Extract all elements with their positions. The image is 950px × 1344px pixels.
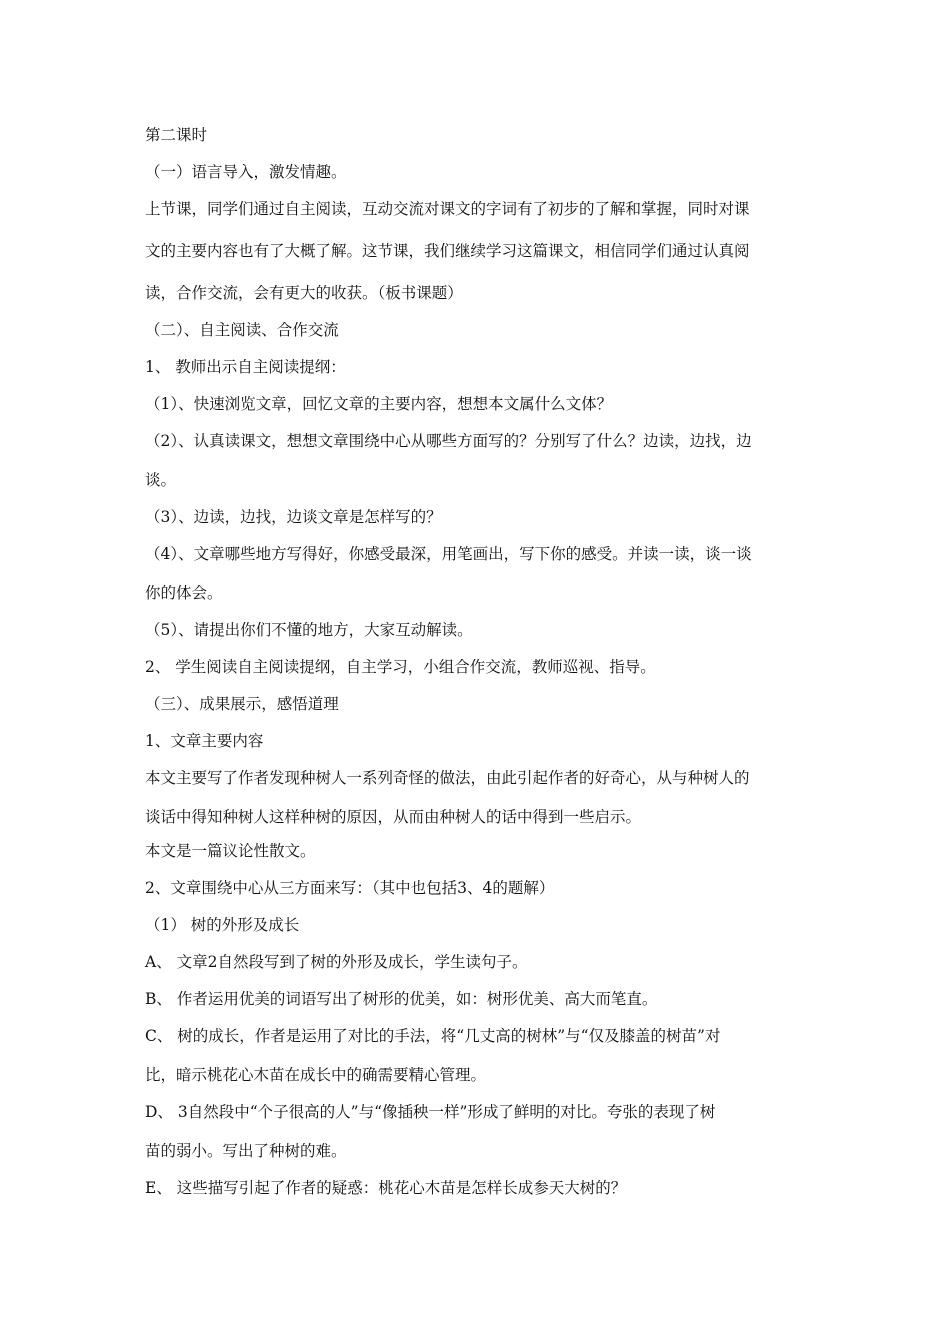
list-item: C、 树的成长，作者是运用了对比的手法，将“几丈高的树林”与“仅及膝盖的树苗”对 — [145, 1027, 721, 1045]
paragraph-line: 读，合作交流，会有更大的收获。（板书课题） — [145, 284, 463, 302]
list-item-continued: 比，暗示桃花心木苗在成长中的确需要精心管理。 — [145, 1066, 487, 1084]
list-item: （5）、请提出你们不懂的地方，大家互动解读。 — [145, 621, 473, 639]
list-item-continued: 苗的弱小。写出了种树的难。 — [145, 1142, 347, 1160]
paragraph-line: 本文主要写了作者发现种树人一系列奇怪的做法，由此引起作者的好奇心，从与种树人的 — [145, 769, 750, 787]
list-item: B、 作者运用优美的词语写出了树形的优美，如：树形优美、高大而笔直。 — [145, 990, 658, 1008]
list-item: （1）、快速浏览文章，回忆文章的主要内容，想想本文属什么文体？ — [145, 395, 613, 413]
list-item: 1、 教师出示自主阅读提纲： — [145, 358, 346, 376]
list-item-continued: 你的体会。 — [145, 584, 223, 602]
subheading: 2、文章围绕中心从三方面来写：（其中也包括3、4的题解） — [145, 879, 555, 897]
list-item: D、 3自然段中“个子很高的人”与“像插秧一样”形成了鲜明的对比。夸张的表现了树 — [145, 1103, 716, 1121]
section-heading-2: （二）、自主阅读、合作交流 — [145, 321, 339, 339]
lesson-heading: 第二课时 — [145, 126, 208, 144]
subheading: 1、文章主要内容 — [145, 732, 264, 750]
paragraph-line: 文的主要内容也有了大概了解。这节课，我们继续学习这篇课文，相信同学们通过认真阅 — [145, 242, 750, 260]
list-item: 2、 学生阅读自主阅读提纲，自主学习，小组合作交流，教师巡视、指导。 — [145, 658, 656, 676]
section-heading-1: （一）语言导入，激发情趣。 — [145, 163, 347, 181]
list-item: （2）、认真读课文，想想文章围绕中心从哪些方面写的？分别写了什么？边读，边找，边 — [145, 432, 752, 450]
list-item-continued: 谈。 — [145, 471, 177, 489]
list-item: （1） 树的外形及成长 — [145, 916, 300, 934]
paragraph-line: 谈话中得知种树人这样种树的原因，从而由种树人的话中得到一些启示。 — [145, 808, 642, 826]
list-item: （3）、边读，边找，边谈文章是怎样写的？ — [145, 508, 442, 526]
section-heading-3: （三）、成果展示，感悟道理 — [145, 695, 339, 713]
list-item: A、 文章2自然段写到了树的外形及成长，学生读句子。 — [145, 953, 528, 971]
paragraph-line: 上节课，同学们通过自主阅读，互动交流对课文的字词有了初步的了解和掌握，同时对课 — [145, 200, 750, 218]
list-item: （4）、文章哪些地方写得好，你感受最深，用笔画出，写下你的感受。并读一读，谈一谈 — [145, 545, 752, 563]
paragraph-line: 本文是一篇议论性散文。 — [145, 842, 316, 860]
list-item: E、 这些描写引起了作者的疑惑：桃花心木苗是怎样长成参天大树的？ — [145, 1179, 627, 1197]
